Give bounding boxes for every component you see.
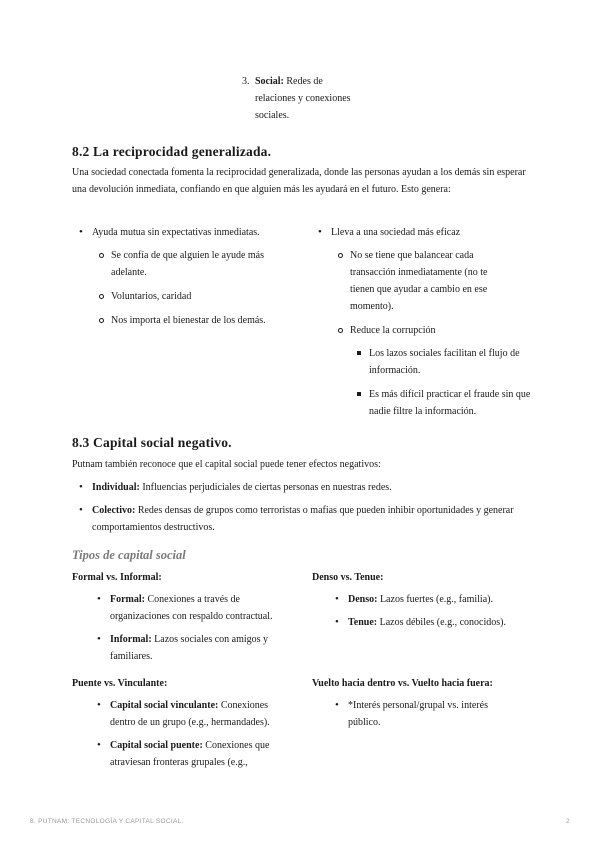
- term: Social:: [255, 76, 284, 87]
- list-item: • Formal: Conexiones a través de organizaciones con respaldo contractual.: [110, 591, 290, 625]
- puente-vinculante-list: [110, 697, 296, 771]
- list-item: Los lazos sociales facilitan el flujo de información.: [369, 345, 531, 379]
- formal-informal-list: [110, 591, 290, 665]
- top-list-item: [255, 73, 351, 124]
- reciprocity-left-list: [92, 224, 292, 329]
- list-item: • Informal: Lazos sociales con amigos y familiares.: [110, 631, 290, 665]
- list-item: • Capital social puente: Conexiones que atraviesan fronteras grupales (e.g.,: [110, 737, 296, 771]
- tipos-heading: Tipos de capital social: [72, 548, 186, 562]
- section-intro: Putnam también reconoce que el capital social puede tener efectos negativos:: [72, 459, 381, 470]
- negative-capital-list: [92, 479, 522, 536]
- reciprocity-right-list: [331, 224, 531, 420]
- vuelto-title: Vuelto hacia dentro vs. Vuelto hacia fuera:: [312, 678, 493, 689]
- section-heading-8-2: 8.2 La reciprocidad generalizada.: [72, 144, 272, 159]
- sub-list: [111, 247, 292, 329]
- footer-title: 8. PUTNAM: TECNOLOGÍA Y CAPITAL SOCIAL.: [30, 818, 184, 825]
- list-item: Es más difícil practicar el fraude sin que nadie filtre la información.: [369, 386, 531, 420]
- list-item: Reduce la corrupción Los lazos sociales facilitan el flujo de información. Es más difícil practicar el fraude sin que nadie filtre la información.: [350, 322, 531, 420]
- list-item: Voluntarios, caridad: [111, 288, 292, 305]
- formal-informal-title: Formal vs. Informal:: [72, 572, 162, 583]
- list-item: • *Interés personal/grupal vs. interés público.: [348, 697, 508, 731]
- puente-vinculante-title: Puente vs. Vinculante:: [72, 678, 168, 689]
- vuelto-list: [348, 697, 508, 731]
- section-heading-8-3: 8.3 Capital social negativo.: [72, 435, 232, 450]
- list-item: • Lleva a una sociedad más eficaz No se tiene que balancear cada transacción inmediatamente (no te tienen que ayudar a cambio en ese momento). Reduce la corrupción Los lazos sociales facilitan el flujo de información. Es más difícil practicar el fraude sin que nadie filtre la información.: [331, 224, 531, 420]
- sub-sub-list: [369, 345, 531, 420]
- list-item: Nos importa el bienestar de los demás.: [111, 312, 292, 329]
- list-item: Se confía de que alguien le ayude más adelante.: [111, 247, 292, 281]
- list-item: • Individual: Influencias perjudiciales de ciertas personas en nuestras redes.: [92, 479, 522, 496]
- list-item: No se tiene que balancear cada transacción inmediatamente (no te tienen que ayudar a cambio en ese momento).: [350, 247, 510, 315]
- list-item: • Capital social vinculante: Conexiones dentro de un grupo (e.g., hermandades).: [110, 697, 296, 731]
- list-item: • Ayuda mutua sin expectativas inmediatas. Se confía de que alguien le ayude más adelante. Voluntarios, caridad Nos importa el bienestar de los demás.: [92, 224, 292, 329]
- list-item: • Denso: Lazos fuertes (e.g., familia).: [348, 591, 538, 608]
- list-number: 3.: [242, 76, 250, 87]
- denso-tenue-list: [348, 591, 538, 631]
- sub-list: [350, 247, 531, 420]
- section-intro: Una sociedad conectada fomenta la reciprocidad generalizada, donde las personas ayudan a los demás sin esperar una devolución inmediata, confiando en que alguien más les ayudará en el futuro. Esto genera:: [72, 167, 526, 195]
- list-item: • Colectivo: Redes densas de grupos como terroristas o mafias que pueden inhibir oportunidades y generar comportamientos destructivos.: [92, 502, 522, 536]
- denso-tenue-title: Denso vs. Tenue:: [312, 572, 384, 583]
- page-number: 2: [566, 818, 570, 825]
- list-item: • Tenue: Lazos débiles (e.g., conocidos).: [348, 614, 538, 631]
- definition: Redes de relaciones y conexiones sociales.: [255, 76, 351, 121]
